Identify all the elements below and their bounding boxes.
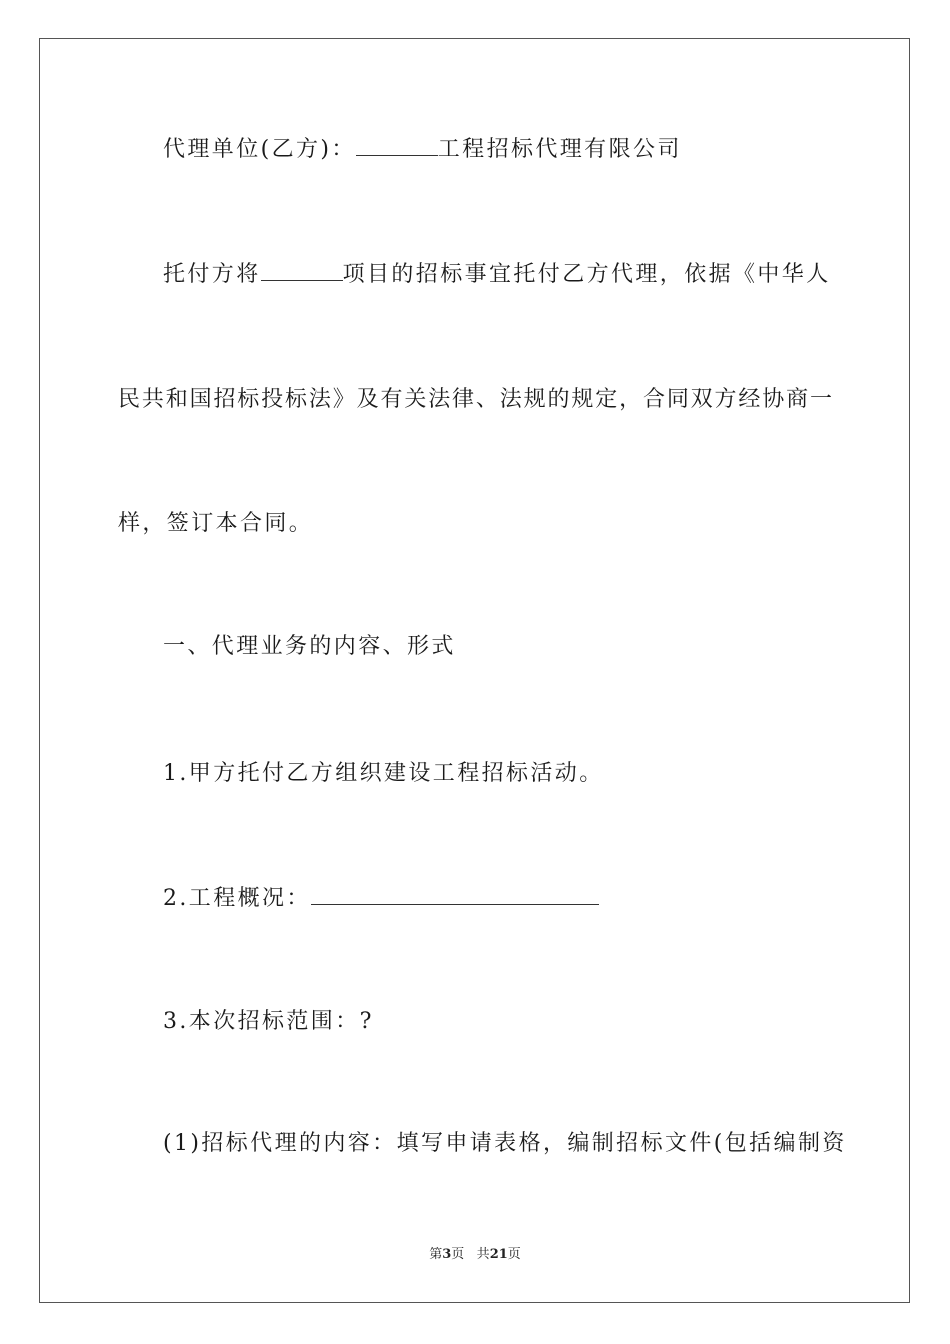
- page-total: 21: [489, 1247, 508, 1262]
- page-border: [39, 38, 910, 1303]
- page-suffix: 页: [451, 1247, 465, 1262]
- sign-contract-line: 样，签订本合同。: [118, 511, 314, 536]
- clause-1: 1.甲方托付乙方组织建设工程招标活动。: [163, 761, 604, 786]
- clause-3: 3.本次招标范围：?: [163, 1009, 374, 1034]
- agent-party-label: 代理单位(乙方)：: [163, 137, 356, 162]
- agent-name-blank: [356, 135, 438, 156]
- clause-2-label: 2.工程概况：: [163, 886, 311, 911]
- agent-party-line: [163, 135, 682, 165]
- page-prefix: 第: [429, 1247, 443, 1262]
- project-name-blank: [261, 260, 343, 281]
- total-prefix: 共: [476, 1247, 490, 1262]
- section-heading-1: 一、代理业务的内容、形式: [163, 634, 456, 659]
- agent-party-suffix: 工程招标代理有限公司: [437, 137, 682, 162]
- project-overview-blank: [311, 884, 599, 905]
- entrust-prefix: 托付方将: [163, 262, 261, 287]
- clause-3-1: (1)招标代理的内容：填写申请表格，编制招标文件(包括编制资: [163, 1131, 847, 1156]
- page-footer: [0, 1246, 950, 1264]
- law-basis-line: 民共和国招标投标法》及有关法律、法规的规定，合同双方经协商一: [118, 387, 832, 412]
- entrust-line: [163, 260, 831, 290]
- page-current: 3: [442, 1247, 452, 1262]
- total-suffix: 页: [507, 1247, 521, 1262]
- entrust-suffix: 项目的招标事宜托付乙方代理，依据《中华人: [342, 262, 831, 287]
- clause-2: [163, 884, 599, 914]
